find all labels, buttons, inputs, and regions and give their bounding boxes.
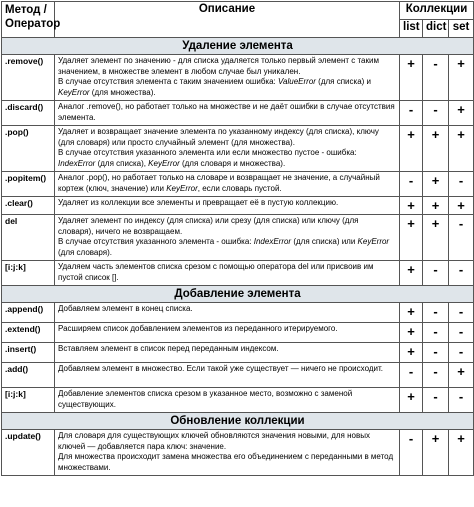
list-mark: + <box>400 303 423 323</box>
header-method: Метод / Оператор <box>2 2 55 38</box>
dict-mark: + <box>423 430 449 476</box>
table-row <box>2 261 474 286</box>
set-mark: - <box>449 323 474 343</box>
set-mark: + <box>449 363 474 388</box>
list-mark: - <box>400 363 423 388</box>
header-collections: Коллекции <box>400 2 474 20</box>
dict-mark: - <box>423 323 449 343</box>
method-cell: .extend() <box>2 323 55 343</box>
dict-mark: + <box>423 197 449 215</box>
dict-mark: + <box>423 126 449 172</box>
section-update: Обновление коллекции <box>2 413 474 430</box>
dict-mark: + <box>423 215 449 261</box>
dict-mark: + <box>423 172 449 197</box>
description-cell: Удаляет элемент по значению - для списка удаляется только первый элемент с таким значением, в множестве элемент в любом случае был уникален. В случае отсутствия элемента с таким значением ошибка: ValueError (для списка) и KeyError (для множества). <box>55 55 400 101</box>
table-row <box>2 101 474 126</box>
list-mark: + <box>400 215 423 261</box>
header-set: set <box>449 20 474 38</box>
list-mark: + <box>400 55 423 101</box>
method-cell: .append() <box>2 303 55 323</box>
list-mark: + <box>400 388 423 413</box>
header-row <box>2 2 474 20</box>
set-mark: - <box>449 172 474 197</box>
list-mark: + <box>400 261 423 286</box>
dict-mark: - <box>423 55 449 101</box>
method-cell: del <box>2 215 55 261</box>
set-mark: + <box>449 430 474 476</box>
set-mark: + <box>449 101 474 126</box>
table-row <box>2 55 474 101</box>
set-mark: - <box>449 343 474 363</box>
description-cell: Добавляем элемент в множество. Если такой уже существует — ничего не происходит. <box>55 363 400 388</box>
description-cell: Удаляет из коллекции все элементы и превращает её в пустую коллекцию. <box>55 197 400 215</box>
dict-mark: - <box>423 363 449 388</box>
section-remove: Удаление элемента <box>2 38 474 55</box>
set-mark: + <box>449 197 474 215</box>
description-cell: Удаляем часть элементов списка срезом с помощью оператора del или присвоив им пустой список []. <box>55 261 400 286</box>
header-dict: dict <box>423 20 449 38</box>
table-row <box>2 126 474 172</box>
method-cell: .remove() <box>2 55 55 101</box>
header-description: Описание <box>55 2 400 38</box>
table-row <box>2 430 474 476</box>
table-row <box>2 388 474 413</box>
table-row <box>2 323 474 343</box>
table-row <box>2 197 474 215</box>
methods-table <box>1 1 474 476</box>
set-mark: + <box>449 126 474 172</box>
description-cell: Аналог .pop(), но работает только на словаре и возвращает не значение, а случайный кортеж (ключ, значение) или KeyError, если словарь пустой. <box>55 172 400 197</box>
method-cell: .clear() <box>2 197 55 215</box>
description-cell: Для словаря для существующих ключей обновляются значения новыми, для новых ключей — добавляется пара ключ: значение. Для множества происходит замена множества его объединением с переданными в метод множествами. <box>55 430 400 476</box>
table-row <box>2 172 474 197</box>
dict-mark: - <box>423 303 449 323</box>
description-cell: Удаляет элемент по индексу (для списка) или срезу (для списка) или ключу (для словаря), ничего не возвращаем. В случае отсутствия указанного элемента - ошибка: IndexError (для списка) или KeyError (для словаря). <box>55 215 400 261</box>
table-row <box>2 363 474 388</box>
dict-mark: - <box>423 101 449 126</box>
list-mark: + <box>400 343 423 363</box>
list-mark: + <box>400 323 423 343</box>
table-row <box>2 215 474 261</box>
method-cell: .update() <box>2 430 55 476</box>
description-cell: Расширяем список добавлением элементов из переданного итерируемого. <box>55 323 400 343</box>
dict-mark: - <box>423 261 449 286</box>
method-cell: [i:j:k] <box>2 261 55 286</box>
dict-mark: - <box>423 343 449 363</box>
description-cell: Удаляет и возвращает значение элемента по указанному индексу (для списка), ключу (для словаря) или просто случайный элемент (для множества). В случае отсутствия указанного элемента или если множество пустое - ошибка: IndexError (для списка), KeyError (для словаря и множества). <box>55 126 400 172</box>
set-mark: - <box>449 388 474 413</box>
description-cell: Вставляем элемент в список перед переданным индексом. <box>55 343 400 363</box>
method-cell: .popitem() <box>2 172 55 197</box>
table-row <box>2 303 474 323</box>
list-mark: - <box>400 430 423 476</box>
list-mark: + <box>400 197 423 215</box>
method-cell: [i:j:k] <box>2 388 55 413</box>
header-list: list <box>400 20 423 38</box>
description-cell: Аналог .remove(), но работает только на множестве и не даёт ошибки в случае отсутствия элемента. <box>55 101 400 126</box>
method-cell: .pop() <box>2 126 55 172</box>
description-cell: Добавление элементов списка срезом в указанное место, возможно с заменой существующих. <box>55 388 400 413</box>
set-mark: - <box>449 303 474 323</box>
list-mark: + <box>400 126 423 172</box>
set-mark: + <box>449 55 474 101</box>
list-mark: - <box>400 172 423 197</box>
set-mark: - <box>449 261 474 286</box>
list-mark: - <box>400 101 423 126</box>
table-row <box>2 343 474 363</box>
dict-mark: - <box>423 388 449 413</box>
description-cell: Добавляем элемент в конец списка. <box>55 303 400 323</box>
method-cell: .discard() <box>2 101 55 126</box>
method-cell: .insert() <box>2 343 55 363</box>
method-cell: .add() <box>2 363 55 388</box>
set-mark: - <box>449 215 474 261</box>
section-add: Добавление элемента <box>2 286 474 303</box>
